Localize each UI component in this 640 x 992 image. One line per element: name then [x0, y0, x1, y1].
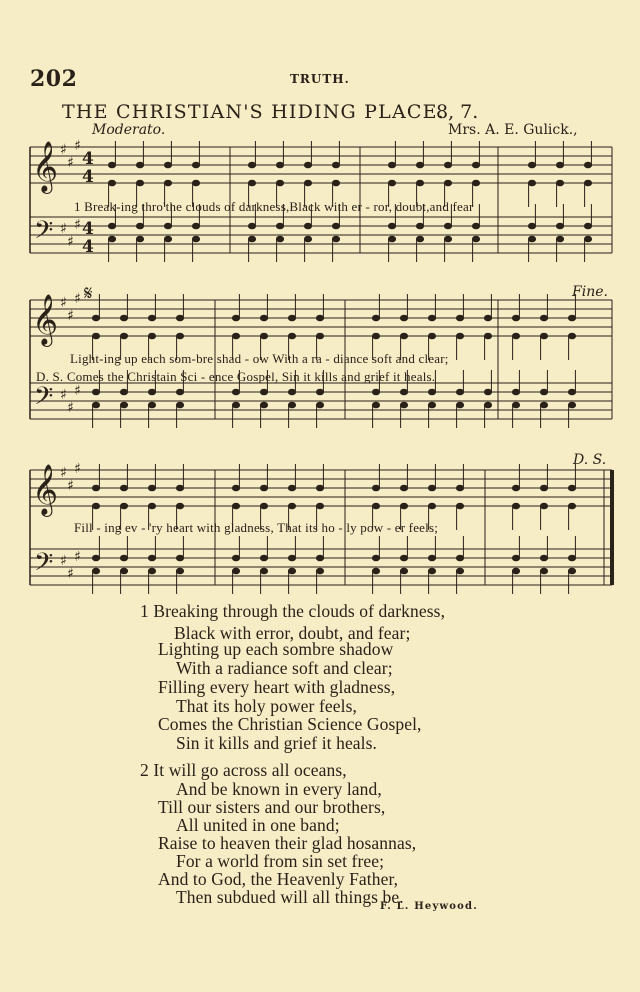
note-head	[120, 555, 127, 561]
note-head	[512, 503, 519, 509]
note-head	[176, 503, 183, 509]
note-head	[316, 315, 323, 321]
sharp-icon: ♯	[67, 234, 74, 250]
note-head	[148, 333, 155, 339]
treble-clef-icon: 𝄞	[32, 464, 59, 515]
note-head	[584, 180, 591, 186]
note-head	[164, 180, 171, 186]
note-head	[528, 180, 535, 186]
bass-clef-icon: 𝄢	[34, 216, 54, 251]
note-head	[248, 236, 255, 242]
sharp-icon: ♯	[67, 155, 74, 171]
note-head	[400, 555, 407, 561]
note-head	[512, 402, 519, 408]
note-head	[400, 485, 407, 491]
note-head	[260, 389, 267, 395]
note-head	[232, 568, 239, 574]
treble-clef-icon: 𝄞	[32, 294, 59, 345]
note-head	[148, 568, 155, 574]
note-head	[288, 568, 295, 574]
note-head	[512, 555, 519, 561]
running-title: TRUTH.	[290, 72, 350, 86]
note-head	[400, 315, 407, 321]
note-head	[92, 389, 99, 395]
note-head	[260, 568, 267, 574]
note-head	[92, 555, 99, 561]
note-head	[428, 333, 435, 339]
note-head	[428, 402, 435, 408]
note-head	[148, 485, 155, 491]
bass-clef-icon: 𝄢	[34, 382, 54, 417]
sharp-icon: ♯	[67, 308, 74, 324]
note-head	[372, 568, 379, 574]
sharp-icon: ♯	[60, 221, 67, 237]
sharp-icon: ♯	[74, 138, 81, 154]
verse-line: All united in one band;	[176, 815, 340, 835]
note-head	[304, 180, 311, 186]
note-head	[540, 555, 547, 561]
note-head	[372, 555, 379, 561]
note-head	[540, 333, 547, 339]
hymn-title: THE CHRISTIAN'S HIDING PLACE.	[62, 101, 445, 123]
ds-marking: D. S.	[573, 452, 607, 468]
note-head	[148, 555, 155, 561]
note-head	[540, 315, 547, 321]
time-signature: 4	[82, 219, 94, 239]
note-head	[288, 555, 295, 561]
time-signature: 4	[82, 167, 94, 187]
note-head	[120, 315, 127, 321]
note-head	[232, 402, 239, 408]
note-head	[176, 333, 183, 339]
note-head	[388, 162, 395, 168]
note-head	[92, 568, 99, 574]
note-head	[568, 568, 575, 574]
page-number: 202	[30, 66, 78, 92]
note-head	[556, 236, 563, 242]
note-head	[568, 389, 575, 395]
note-head	[472, 162, 479, 168]
note-head	[176, 485, 183, 491]
note-head	[164, 223, 171, 229]
note-head	[372, 402, 379, 408]
sharp-icon: ♯	[60, 553, 67, 569]
note-head	[92, 315, 99, 321]
note-head	[288, 402, 295, 408]
note-head	[584, 236, 591, 242]
note-head	[528, 236, 535, 242]
note-head	[288, 503, 295, 509]
note-head	[568, 315, 575, 321]
note-head	[192, 236, 199, 242]
note-head	[444, 236, 451, 242]
note-head	[556, 162, 563, 168]
note-head	[400, 402, 407, 408]
note-head	[176, 568, 183, 574]
note-head	[388, 236, 395, 242]
note-head	[248, 180, 255, 186]
note-head	[584, 223, 591, 229]
note-head	[584, 162, 591, 168]
note-head	[192, 223, 199, 229]
note-head	[288, 333, 295, 339]
note-head	[260, 555, 267, 561]
note-head	[568, 503, 575, 509]
note-head	[120, 333, 127, 339]
sharp-icon: ♯	[74, 461, 81, 477]
note-head	[148, 503, 155, 509]
note-head	[248, 162, 255, 168]
verse-line: With a radiance soft and clear;	[176, 658, 393, 678]
note-head	[512, 333, 519, 339]
note-head	[148, 402, 155, 408]
composer-credit: Mrs. A. E. Gulick.,	[448, 122, 578, 138]
note-head	[108, 180, 115, 186]
note-head	[528, 162, 535, 168]
note-head	[164, 162, 171, 168]
note-head	[120, 568, 127, 574]
verse-line: Sin it kills and grief it heals.	[176, 733, 378, 753]
note-head	[232, 315, 239, 321]
note-head	[136, 162, 143, 168]
note-head	[512, 568, 519, 574]
sharp-icon: ♯	[74, 549, 81, 565]
lyric-line: 1 Break-ing thro'the clouds of darkness,Black with er - ror, doubt,and fear	[74, 199, 474, 214]
note-head	[456, 555, 463, 561]
sharp-icon: ♯	[74, 217, 81, 233]
note-head	[248, 223, 255, 229]
note-head	[400, 333, 407, 339]
note-head	[276, 223, 283, 229]
note-head	[120, 389, 127, 395]
note-head	[176, 315, 183, 321]
note-head	[176, 402, 183, 408]
note-head	[444, 162, 451, 168]
note-head	[120, 402, 127, 408]
note-head	[92, 333, 99, 339]
note-head	[456, 402, 463, 408]
note-head	[288, 315, 295, 321]
lyric-line: D. S. Comes the Christain Sci - ence Gospel, Sin it kills and grief it heals.	[36, 369, 436, 384]
note-head	[176, 555, 183, 561]
note-head	[260, 315, 267, 321]
note-head	[540, 485, 547, 491]
note-head	[428, 389, 435, 395]
note-head	[372, 389, 379, 395]
note-head	[472, 236, 479, 242]
verse-line: 1 Breaking through the clouds of darkness,	[140, 601, 446, 621]
note-head	[120, 485, 127, 491]
note-head	[192, 180, 199, 186]
note-head	[316, 555, 323, 561]
note-head	[108, 223, 115, 229]
note-head	[472, 180, 479, 186]
tempo-marking: Moderato.	[92, 122, 166, 138]
note-head	[316, 485, 323, 491]
note-head	[444, 180, 451, 186]
note-head	[288, 485, 295, 491]
sharp-icon: ♯	[67, 478, 74, 494]
note-head	[92, 402, 99, 408]
note-head	[332, 236, 339, 242]
note-head	[136, 236, 143, 242]
sharp-icon: ♯	[60, 465, 67, 481]
author-credit: F. L. Heywood.	[380, 901, 478, 912]
note-head	[316, 389, 323, 395]
note-head	[372, 333, 379, 339]
segno-icon: 𝄋	[84, 281, 93, 305]
note-head	[232, 333, 239, 339]
note-head	[400, 503, 407, 509]
note-head	[304, 223, 311, 229]
note-head	[400, 389, 407, 395]
note-head	[388, 223, 395, 229]
note-head	[136, 180, 143, 186]
verse-line: Black with error, doubt, and fear;	[174, 623, 411, 643]
time-signature: 4	[82, 237, 94, 257]
note-head	[372, 503, 379, 509]
note-head	[388, 180, 395, 186]
sharp-icon: ♯	[74, 291, 81, 307]
note-head	[540, 402, 547, 408]
note-head	[164, 236, 171, 242]
note-head	[568, 402, 575, 408]
note-head	[512, 315, 519, 321]
note-head	[456, 389, 463, 395]
note-head	[484, 402, 491, 408]
note-head	[456, 503, 463, 509]
note-head	[92, 485, 99, 491]
note-head	[556, 180, 563, 186]
sharp-icon: ♯	[67, 566, 74, 582]
note-head	[316, 333, 323, 339]
note-head	[232, 389, 239, 395]
note-head	[276, 236, 283, 242]
note-head	[176, 389, 183, 395]
note-head	[120, 503, 127, 509]
note-head	[428, 503, 435, 509]
note-head	[136, 223, 143, 229]
note-head	[232, 555, 239, 561]
note-head	[232, 485, 239, 491]
sharp-icon: ♯	[60, 387, 67, 403]
note-head	[260, 402, 267, 408]
verse-line: Till our sisters and our brothers,	[158, 797, 386, 817]
verse-line: For a world from sin set free;	[176, 851, 385, 871]
note-head	[260, 503, 267, 509]
note-head	[428, 555, 435, 561]
note-head	[276, 162, 283, 168]
note-head	[456, 568, 463, 574]
sharp-icon: ♯	[60, 295, 67, 311]
note-head	[540, 503, 547, 509]
note-head	[472, 223, 479, 229]
note-head	[288, 389, 295, 395]
note-head	[416, 236, 423, 242]
note-head	[428, 568, 435, 574]
fine-marking: Fine.	[572, 284, 608, 300]
note-head	[232, 503, 239, 509]
note-head	[260, 485, 267, 491]
note-head	[316, 503, 323, 509]
verse-line: That its holy power feels,	[176, 696, 357, 716]
verse-line: Then subdued will all things be.	[176, 887, 404, 907]
note-head	[540, 389, 547, 395]
time-signature: 4	[82, 149, 94, 169]
note-head	[416, 180, 423, 186]
verse-line: Raise to heaven their glad hosannas,	[158, 833, 417, 853]
note-head	[416, 162, 423, 168]
note-head	[456, 333, 463, 339]
note-head	[92, 503, 99, 509]
verse-line: Filling every heart with gladness,	[158, 677, 396, 697]
verse-line: Comes the Christian Science Gospel,	[158, 714, 422, 734]
note-head	[568, 485, 575, 491]
note-head	[372, 485, 379, 491]
note-head	[276, 180, 283, 186]
note-head	[528, 223, 535, 229]
note-head	[540, 568, 547, 574]
note-head	[428, 315, 435, 321]
note-head	[416, 223, 423, 229]
verse-line: 2 It will go across all oceans,	[140, 760, 347, 780]
note-head	[372, 315, 379, 321]
note-head	[108, 236, 115, 242]
note-head	[568, 333, 575, 339]
note-head	[304, 162, 311, 168]
note-head	[428, 485, 435, 491]
note-head	[484, 315, 491, 321]
note-head	[108, 162, 115, 168]
treble-clef-icon: 𝄞	[32, 141, 59, 192]
note-head	[456, 315, 463, 321]
note-head	[304, 236, 311, 242]
verse-line: Lighting up each sombre shadow	[158, 639, 394, 659]
note-head	[512, 485, 519, 491]
note-head	[316, 568, 323, 574]
verse-line: And to God, the Heavenly Father,	[158, 869, 399, 889]
lyric-line: Fill - ing ev - 'ry heart with gladness, That its ho - ly pow - er feels;	[74, 520, 439, 535]
note-head	[148, 315, 155, 321]
note-head	[332, 223, 339, 229]
sharp-icon: ♯	[60, 142, 67, 158]
note-head	[192, 162, 199, 168]
lyric-line: Light-ing up each som-bre shad - ow With a ra - diance soft and clear;	[70, 351, 449, 366]
note-head	[316, 402, 323, 408]
sharp-icon: ♯	[74, 383, 81, 399]
bass-clef-icon: 𝄢	[34, 548, 54, 583]
note-head	[444, 223, 451, 229]
note-head	[484, 333, 491, 339]
note-head	[556, 223, 563, 229]
note-head	[260, 333, 267, 339]
note-head	[568, 555, 575, 561]
note-head	[332, 162, 339, 168]
note-head	[400, 568, 407, 574]
verse-line: And be known in every land,	[176, 779, 382, 799]
note-head	[456, 485, 463, 491]
note-head	[332, 180, 339, 186]
note-head	[484, 389, 491, 395]
sharp-icon: ♯	[67, 400, 74, 416]
note-head	[148, 389, 155, 395]
hymn-meter: 8, 7.	[436, 101, 479, 123]
note-head	[512, 389, 519, 395]
